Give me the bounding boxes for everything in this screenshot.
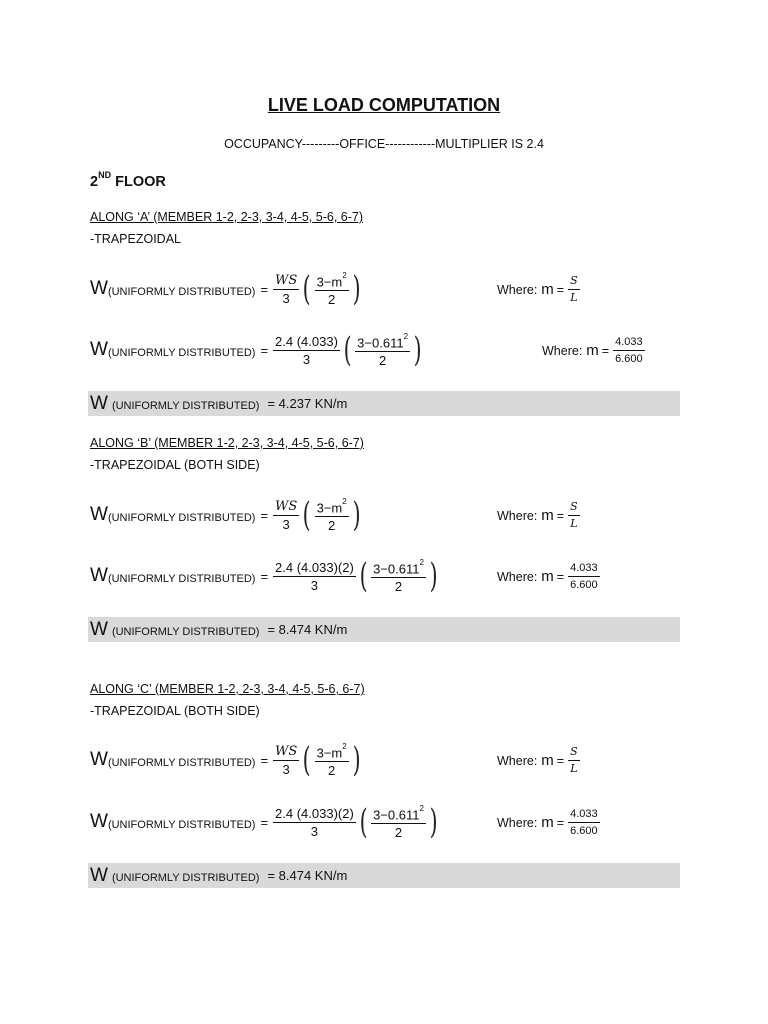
equals-sign: = xyxy=(556,815,565,830)
fraction-m-value xyxy=(613,335,645,366)
w-subscript: (UNIFORMLY DISTRIBUTED) xyxy=(107,757,256,770)
where-label: Where: xyxy=(497,282,538,297)
m-symbol: m xyxy=(541,814,554,831)
denominator: 2 xyxy=(378,353,387,369)
where-m-symbolic xyxy=(497,745,581,776)
w-subscript: (UNIFORMLY DISTRIBUTED) xyxy=(107,573,256,586)
w-symbol: W xyxy=(90,811,108,833)
w-subscript: (UNIFORMLY DISTRIBUTED) xyxy=(107,819,256,832)
fraction-m-value xyxy=(568,807,600,838)
paren-glyph: ( xyxy=(302,269,311,310)
m-symbol: m xyxy=(541,281,554,298)
result-value: = 8.474 KN/m xyxy=(267,622,348,637)
exponent: 2 xyxy=(419,558,424,567)
denominator: 3 xyxy=(302,351,311,367)
where-label: Where: xyxy=(497,508,538,523)
exponent: 2 xyxy=(419,804,424,813)
denominator: 3 xyxy=(282,516,290,532)
w-symbol: W xyxy=(90,504,108,526)
m-symbol: m xyxy=(541,752,554,769)
w-symbol: W xyxy=(90,565,108,587)
denominator: 2 xyxy=(394,579,403,595)
equals-sign: = xyxy=(556,753,565,768)
fraction-s-over-l xyxy=(568,745,580,776)
denominator: 2 xyxy=(328,292,336,308)
numeric-equation xyxy=(90,802,440,843)
floor-label: FLOOR xyxy=(115,173,166,190)
fraction-3-minus-m2-over-2 xyxy=(315,742,349,778)
result-bar xyxy=(88,391,680,416)
paren-glyph: ( xyxy=(359,556,368,597)
w-symbol: W xyxy=(90,392,108,414)
equals-sign: = xyxy=(260,568,269,584)
fraction-3-minus-value-over-2 xyxy=(355,332,410,368)
equals-sign: = xyxy=(260,814,269,830)
where-label: Where: xyxy=(542,343,583,358)
denominator: 6.600 xyxy=(570,825,598,837)
equals-sign: = xyxy=(260,752,269,768)
fraction-3-minus-value-over-2 xyxy=(371,558,426,594)
fraction-3-minus-value-over-2 xyxy=(371,804,426,840)
paren-glyph: ( xyxy=(302,495,311,536)
section-title: ALONG ‘C’ (MEMBER 1-2, 2-3, 3-4, 4-5, 5-6, 6-7) xyxy=(90,682,365,696)
result-value: = 4.237 KN/m xyxy=(267,396,348,411)
equals-sign: = xyxy=(260,281,269,297)
fraction-3-minus-m2-over-2 xyxy=(315,271,349,307)
section-title: ALONG ‘B’ (MEMBER 1-2, 2-3, 3-4, 4-5, 5-6, 6-7) xyxy=(90,436,364,450)
fraction-numeric-over-3 xyxy=(273,806,356,839)
numerator: WS xyxy=(275,498,298,514)
fraction-ws-over-3 xyxy=(273,499,299,532)
exponent: 2 xyxy=(342,742,347,751)
floor-heading xyxy=(90,172,166,190)
w-subscript: (UNIFORMLY DISTRIBUTED) xyxy=(111,871,260,884)
denominator: 3 xyxy=(310,823,319,839)
fraction-numeric-over-3 xyxy=(273,334,340,367)
where-m-symbolic xyxy=(497,274,581,305)
numerator xyxy=(371,558,426,578)
result-bar xyxy=(88,617,680,642)
fraction-ws-over-3 xyxy=(273,744,299,777)
numerator xyxy=(371,804,426,824)
w-subscript: (UNIFORMLY DISTRIBUTED) xyxy=(107,286,256,299)
numerator-text: 3−m xyxy=(316,745,343,761)
w-symbol: W xyxy=(90,339,108,361)
denominator: 3 xyxy=(282,761,290,777)
numerator: WS xyxy=(275,272,298,288)
numerator: 2.4 (4.033) xyxy=(275,333,338,349)
paren-glyph: ) xyxy=(429,802,438,843)
denominator: 6.600 xyxy=(570,579,598,591)
paren-glyph: ( xyxy=(302,740,311,781)
result-value: = 8.474 KN/m xyxy=(267,868,348,883)
numerator-text: 3−0.611 xyxy=(373,561,420,577)
numerator xyxy=(315,742,349,762)
w-subscript: (UNIFORMLY DISTRIBUTED) xyxy=(111,625,260,638)
numerator: 2.4 (4.033)(2) xyxy=(275,559,354,575)
fraction-numeric-over-3 xyxy=(273,560,356,593)
w-symbol: W xyxy=(90,618,108,640)
denominator: L xyxy=(570,517,578,530)
numerator-text: 3−0.611 xyxy=(373,807,420,823)
where-m-numeric xyxy=(497,807,601,838)
page-title: LIVE LOAD COMPUTATION xyxy=(267,95,501,115)
numerator: 2.4 (4.033)(2) xyxy=(275,805,354,821)
m-symbol: m xyxy=(541,507,554,524)
where-m-numeric xyxy=(542,335,646,366)
w-symbol: W xyxy=(90,864,108,886)
symbolic-equation xyxy=(90,740,363,781)
exponent: 2 xyxy=(403,332,409,341)
result-bar xyxy=(88,863,680,888)
section-subtitle: -TRAPEZOIDAL (BOTH SIDE) xyxy=(90,458,260,472)
numerator-text: 3−0.611 xyxy=(357,335,404,351)
floor-suffix: ND xyxy=(98,170,112,180)
equals-sign: = xyxy=(260,507,269,523)
numerator xyxy=(315,497,349,517)
denominator: 2 xyxy=(328,763,336,779)
paren-glyph: ) xyxy=(429,556,438,597)
where-m-numeric xyxy=(497,561,601,592)
fraction-s-over-l xyxy=(568,274,580,305)
numerator: S xyxy=(568,274,580,290)
denominator: 3 xyxy=(310,577,319,593)
symbolic-equation xyxy=(90,269,363,310)
w-symbol: W xyxy=(90,278,108,300)
numerator xyxy=(355,332,410,352)
m-symbol: m xyxy=(541,568,554,585)
fraction-s-over-l xyxy=(568,500,580,531)
equals-sign: = xyxy=(260,342,269,358)
occupancy-line: OCCUPANCY---------OFFICE------------MULTIPLIER IS 2.4 xyxy=(224,137,544,151)
numerator: 4.033 xyxy=(568,807,600,823)
numerator-text: 3−m xyxy=(316,500,343,516)
numerator: S xyxy=(568,500,580,516)
denominator: 6.600 xyxy=(615,353,643,365)
denominator: 3 xyxy=(282,290,290,306)
paren-glyph: ( xyxy=(359,802,368,843)
numerator: S xyxy=(568,745,580,761)
equals-sign: = xyxy=(556,508,565,523)
where-label: Where: xyxy=(497,569,538,584)
numeric-equation xyxy=(90,556,440,597)
numerator: WS xyxy=(275,743,298,759)
exponent: 2 xyxy=(342,497,347,506)
numerator: 4.033 xyxy=(568,561,600,577)
paren-glyph: ( xyxy=(343,330,352,371)
where-label: Where: xyxy=(497,815,538,830)
equals-sign: = xyxy=(556,282,565,297)
equals-sign: = xyxy=(556,569,565,584)
denominator: 2 xyxy=(394,825,403,841)
numerator-text: 3−m xyxy=(316,274,343,290)
denominator: 2 xyxy=(328,518,336,534)
denominator: L xyxy=(570,291,578,304)
numeric-equation xyxy=(90,330,424,371)
w-subscript: (UNIFORMLY DISTRIBUTED) xyxy=(111,399,260,412)
fraction-3-minus-m2-over-2 xyxy=(315,497,349,533)
fraction-ws-over-3 xyxy=(273,273,299,306)
numerator xyxy=(315,271,349,291)
section-subtitle: -TRAPEZOIDAL xyxy=(90,232,181,246)
section-subtitle: -TRAPEZOIDAL (BOTH SIDE) xyxy=(90,704,260,718)
m-symbol: m xyxy=(586,342,599,359)
w-subscript: (UNIFORMLY DISTRIBUTED) xyxy=(107,347,256,360)
paren-glyph: ) xyxy=(352,269,361,310)
exponent: 2 xyxy=(342,271,347,280)
where-label: Where: xyxy=(497,753,538,768)
paren-glyph: ) xyxy=(352,495,361,536)
section-title: ALONG ‘A’ (MEMBER 1-2, 2-3, 3-4, 4-5, 5-6, 6-7) xyxy=(90,210,363,224)
equals-sign: = xyxy=(601,343,610,358)
where-m-symbolic xyxy=(497,500,581,531)
floor-number: 2 xyxy=(90,173,99,190)
w-subscript: (UNIFORMLY DISTRIBUTED) xyxy=(107,512,256,525)
denominator: L xyxy=(570,762,578,775)
w-symbol: W xyxy=(90,749,108,771)
fraction-m-value xyxy=(568,561,600,592)
numerator: 4.033 xyxy=(613,335,645,351)
symbolic-equation xyxy=(90,495,363,536)
paren-glyph: ) xyxy=(413,330,422,371)
paren-glyph: ) xyxy=(352,740,361,781)
